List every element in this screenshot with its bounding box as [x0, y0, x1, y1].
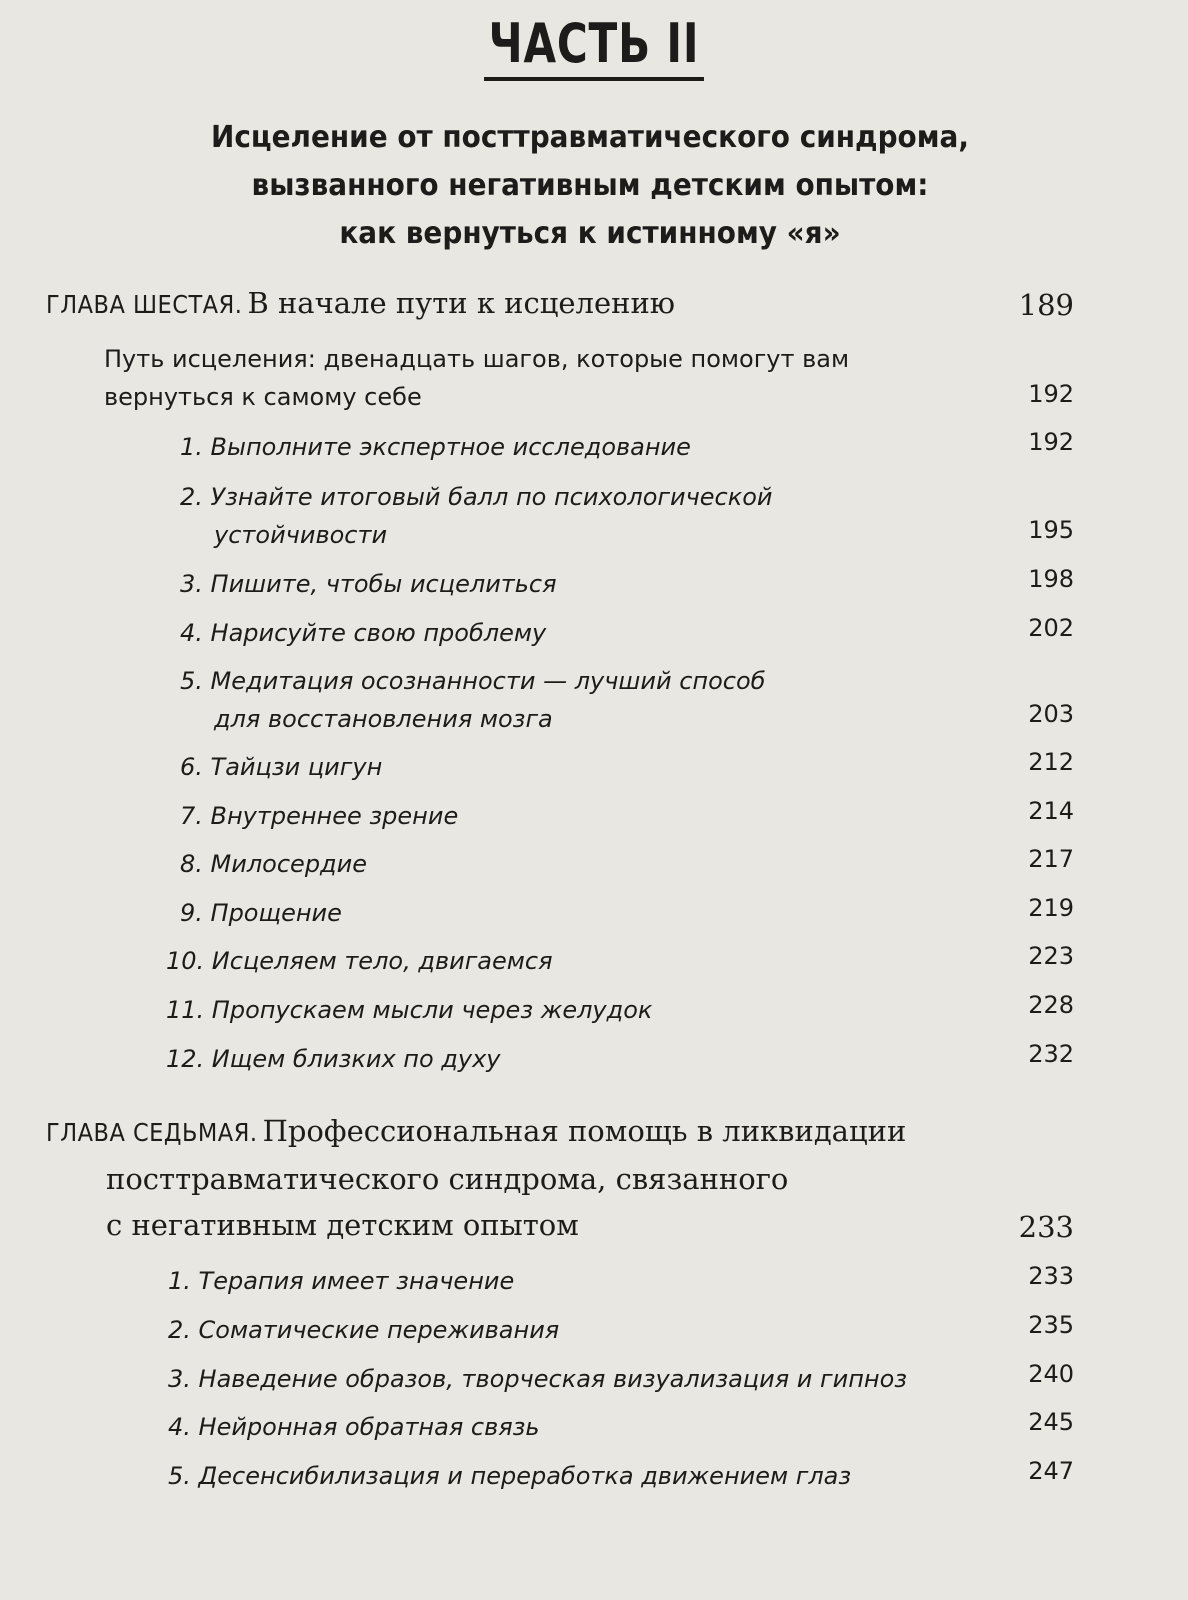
section-page: 192: [1028, 380, 1074, 408]
part-subtitle-line: как вернуться к истинному «я»: [339, 216, 841, 251]
chapter7-label: ГЛАВА СЕДЬМАЯ.: [46, 1118, 258, 1147]
list-item: 10. Исцеляем тело, двигаемся: [166, 947, 553, 975]
list-item: 4. Нейронная обратная связь: [168, 1413, 540, 1441]
chapter6-title: В начале пути к исцелению: [247, 286, 676, 320]
list-item: 11. Пропускаем мысли через желудок: [166, 996, 653, 1024]
list-item-page: 198: [1028, 565, 1074, 593]
chapter7-page: 233: [1018, 1210, 1074, 1244]
list-item: 2. Соматические переживания: [168, 1316, 560, 1344]
list-item-page: 245: [1028, 1408, 1074, 1436]
chapter7-title-line: с негативным детским опытом: [106, 1208, 579, 1242]
list-item-page: 192: [1028, 428, 1074, 456]
list-item-page: 203: [1028, 700, 1074, 728]
list-item: 6. Тайцзи цигун: [180, 753, 383, 781]
list-item-page: 202: [1028, 614, 1074, 642]
list-item: 4. Нарисуйте свою проблему: [180, 619, 547, 647]
section-line: вернуться к самому себе: [104, 383, 422, 411]
list-item-page: 212: [1028, 748, 1074, 776]
chapter7-heading: [46, 1114, 906, 1148]
list-item-page: 235: [1028, 1311, 1074, 1339]
chapter7-title-line: Профессиональная помощь в ликвидации: [262, 1114, 907, 1148]
chapter6-heading: [46, 286, 675, 320]
list-item: 7. Внутреннее зрение: [180, 802, 459, 830]
list-item-page: 233: [1028, 1262, 1074, 1290]
chapter6-label: ГЛАВА ШЕСТАЯ.: [46, 290, 243, 319]
part-subtitle: [97, 114, 1083, 258]
list-item-page: 219: [1028, 894, 1074, 922]
list-item: 9. Прощение: [180, 899, 342, 927]
chapter7-title-line: посттравматического синдрома, связанного: [106, 1162, 789, 1196]
list-item: 3. Наведение образов, творческая визуализация и гипноз: [168, 1365, 908, 1393]
list-item-page: 195: [1028, 516, 1074, 544]
chapter6-section: [104, 340, 849, 416]
list-item: 1. Выполните экспертное исследование: [180, 433, 691, 461]
list-item: 8. Милосердие: [180, 850, 368, 878]
list-item-page: 217: [1028, 845, 1074, 873]
chapter6-page: 189: [1018, 288, 1074, 322]
list-item-page: 247: [1028, 1457, 1074, 1485]
list-item: 1. Терапия имеет значение: [168, 1267, 515, 1295]
list-item-page: 228: [1028, 991, 1074, 1019]
list-item-page: 214: [1028, 797, 1074, 825]
list-item: 3. Пишите, чтобы исцелиться: [180, 570, 557, 598]
list-item: 2. Узнайте итоговый балл по психологической устойчивости: [180, 483, 773, 549]
list-item-page: 240: [1028, 1360, 1074, 1388]
part-title: ЧАСТЬ II: [131, 12, 1058, 75]
part-subtitle-line: Исцеление от посттравматического синдрома,: [211, 120, 969, 155]
list-item: 5. Десенсибилизация и переработка движением глаз: [168, 1462, 852, 1490]
list-item: 12. Ищем близких по духу: [166, 1045, 501, 1073]
list-item-page: 232: [1028, 1040, 1074, 1068]
list-item: 5. Медитация осознанности — лучший способ для восстановления мозга: [180, 667, 766, 733]
section-line: Путь исцеления: двенадцать шагов, которые помогут вам: [104, 345, 850, 373]
list-item-page: 223: [1028, 942, 1074, 970]
part-subtitle-line: вызванного негативным детским опытом:: [251, 168, 929, 203]
